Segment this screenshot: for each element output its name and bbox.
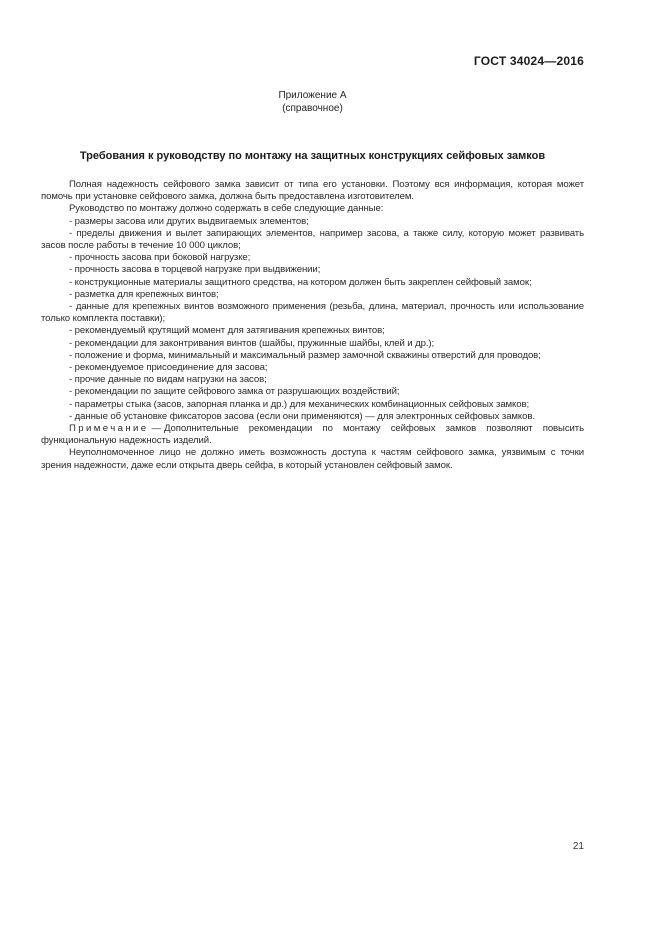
- note-paragraph: [41, 423, 584, 447]
- note-dash: —: [151, 423, 162, 435]
- list-item: - рекомендации по защите сейфового замка от разрушающих воздействий;: [69, 386, 400, 398]
- paragraph-intro-1: Полная надежность сейфового замка зависит от типа его установки. Поэтому вся информация, которая может помочь при установке сейфового замка, должна быть предоставлена изготовителем.: [41, 179, 584, 203]
- paragraph-intro-2: Руководство по монтажу должно содержать в себе следующие данные:: [69, 203, 384, 215]
- section-title: Требования к руководству по монтажу на защитных конструкциях сейфовых замков: [79, 150, 546, 162]
- list-item: - прочность засова при боковой нагрузке;: [69, 252, 251, 264]
- list-item: - данные для крепежных винтов возможного применения (резьба, длина, материал, прочность или использование только комплекта поставки);: [41, 301, 584, 325]
- annex-label: Приложение А: [278, 90, 347, 101]
- list-item: - рекомендуемое присоединение для засова;: [69, 362, 268, 374]
- page-number: 21: [572, 841, 584, 852]
- list-item: - размеры засова или других выдвигаемых элементов;: [69, 215, 309, 227]
- list-item: - положение и форма, минимальный и максимальный размер замочной скважины отверстий для проводов;: [69, 349, 541, 361]
- note-text: Дополнительные рекомендации по монтажу сейфовых замков позволяют повысить функциональную надежность изделий.: [41, 423, 584, 447]
- list-item: - параметры стыка (засов, запорная планка и др.) для механических комбинационных сейфовых замков;: [69, 398, 530, 410]
- list-item: - пределы движения и вылет запирающих элементов, например засова, а также силу, которую может развивать засов после работы в течение 10 000 циклов;: [41, 227, 584, 252]
- body-text: [41, 179, 584, 472]
- note-label: Примечание: [69, 423, 149, 435]
- list-item: - конструкционные материалы защитного средства, на котором должен быть закреплен сейфовый замок;: [69, 276, 532, 288]
- list-item: - прочность засова в торцевой нагрузке при выдвижении;: [69, 264, 321, 276]
- annex-type: (справочное): [282, 103, 343, 114]
- list-item: - данные об установке фиксаторов засова (если они применяются) — для электронных сейфовых замков.: [69, 410, 535, 422]
- document-code-header: ГОСТ 34024—2016: [473, 54, 584, 68]
- list-item: - рекомендуемый крутящий момент для затягивания крепежных винтов;: [69, 325, 385, 337]
- list-item: - прочие данные по видам нагрузки на засов;: [69, 374, 267, 386]
- page-content: [41, 0, 584, 472]
- list-item: - рекомендации для законтривания винтов (шайбы, пружинные шайбы, клей и др.);: [69, 337, 435, 349]
- list-item: - разметка для крепежных винтов;: [69, 288, 219, 300]
- annex-heading: [41, 89, 584, 115]
- closing-paragraph: Неуполномоченное лицо не должно иметь возможность доступа к частям сейфового замка, уязвимым с точки зрения надежности, даже если открыта дверь сейфа, в который установлен сейфовый замок.: [41, 447, 584, 471]
